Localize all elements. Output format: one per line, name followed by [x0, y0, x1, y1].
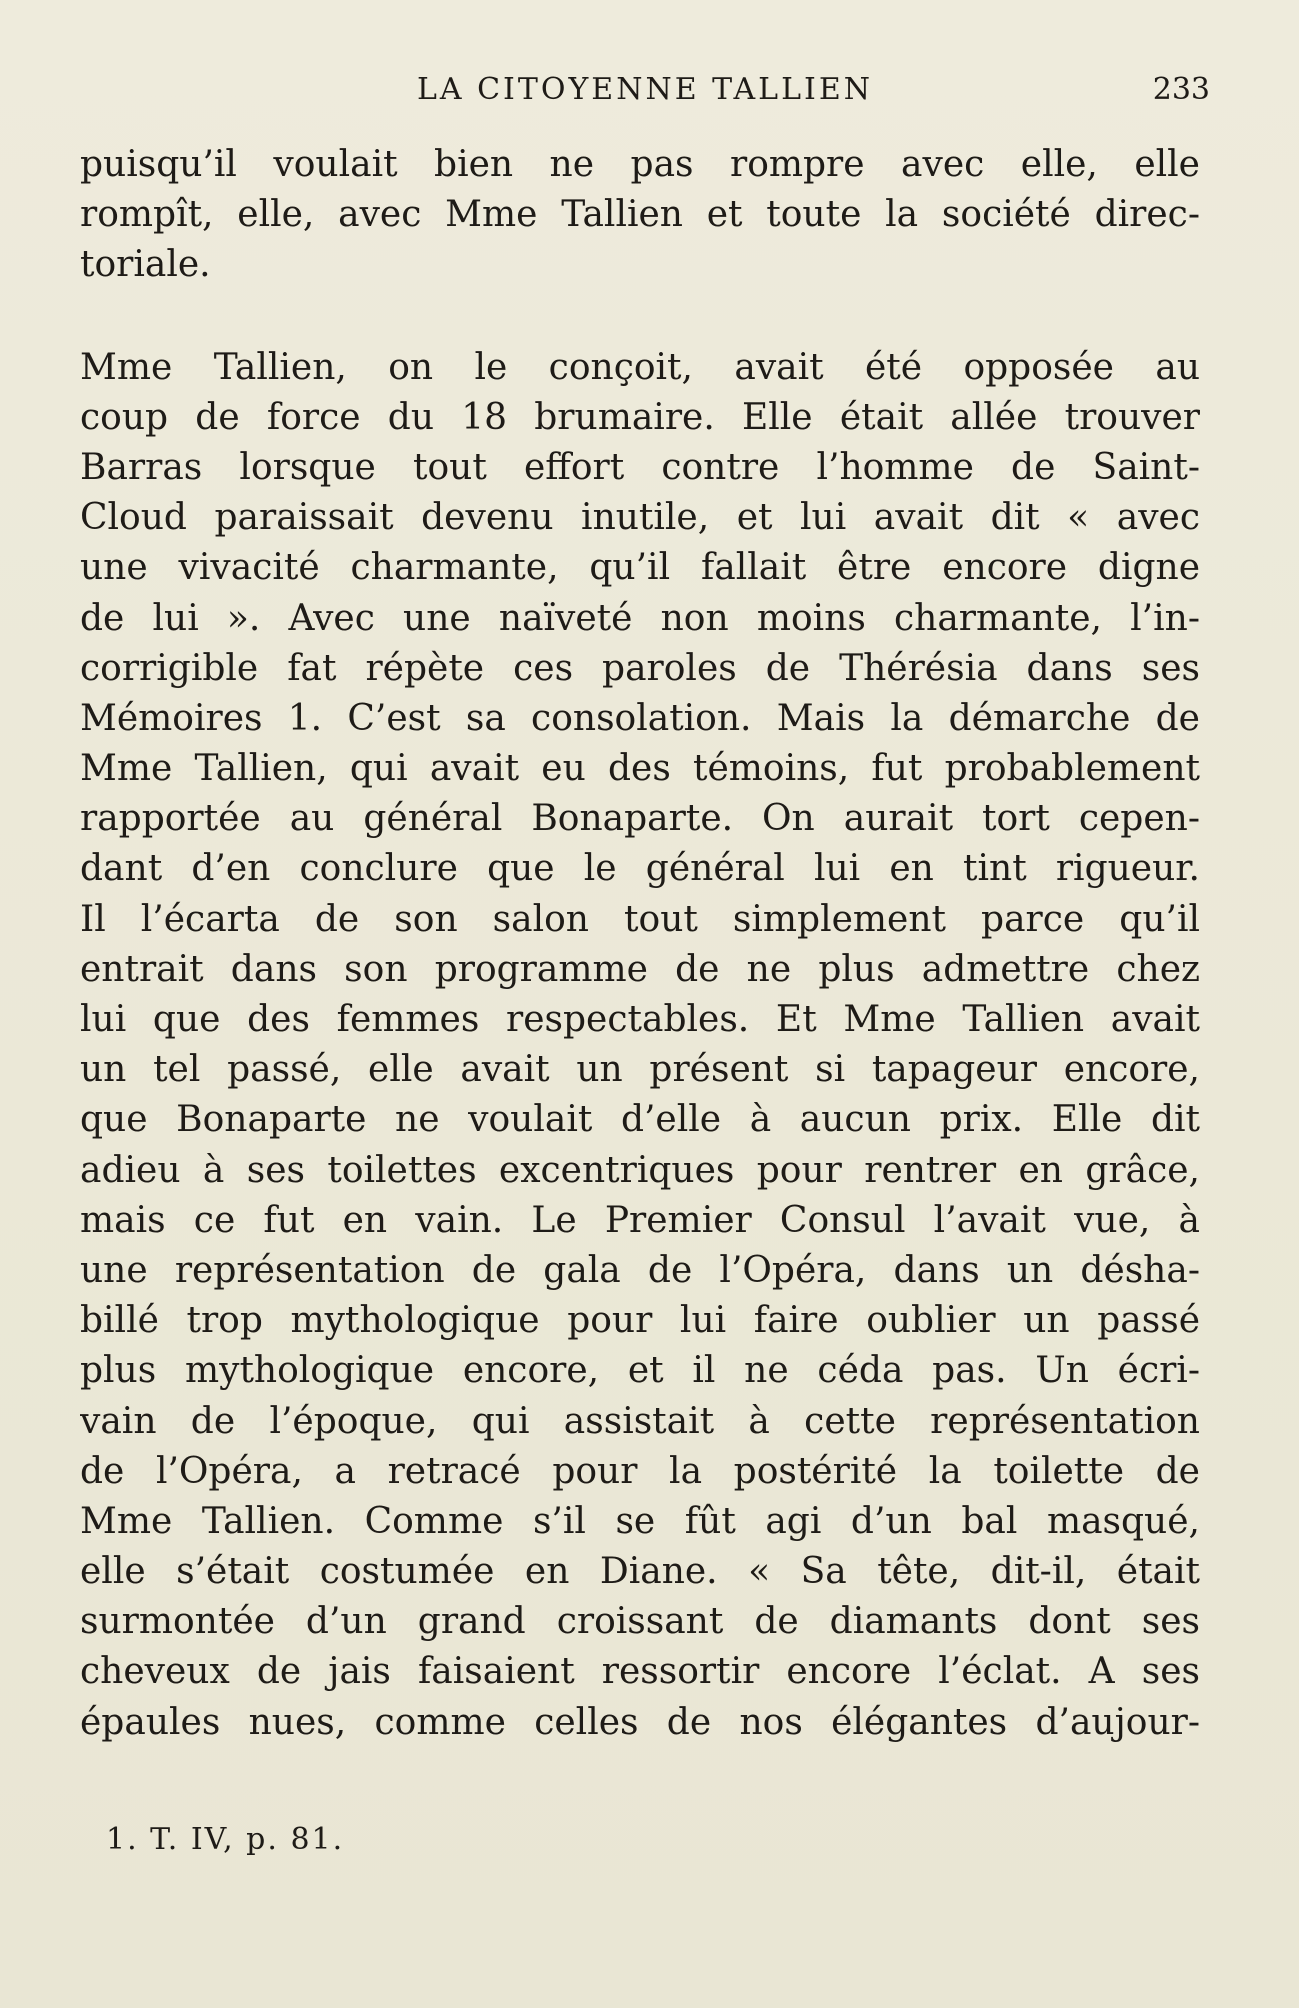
- text-line: rapportée au général Bonaparte. On aurait tort cepen-: [80, 798, 1200, 840]
- footnote: 1. T. IV, p. 81.: [106, 1822, 345, 1857]
- text-line: un tel passé, elle avait un présent si tapageur encore,: [80, 1049, 1200, 1091]
- text-line: Il l’écarta de son salon tout simplement parce qu’il: [80, 898, 1200, 940]
- text-line: de lui ». Avec une naïveté non moins charmante, l’in-: [80, 597, 1200, 639]
- paragraph-2: [80, 343, 1200, 1748]
- text-line: cheveux de jais faisaient ressortir encore l’éclat. A ses: [80, 1651, 1200, 1693]
- running-head: [80, 64, 1210, 114]
- text-line: que Bonaparte ne voulait d’elle à aucun prix. Elle dit: [80, 1099, 1200, 1141]
- text-line: plus mythologique encore, et il ne céda pas. Un écri-: [80, 1350, 1200, 1392]
- page-number: 233: [1152, 72, 1210, 107]
- text-line: de l’Opéra, a retracé pour la postérité la toilette de: [80, 1450, 1200, 1492]
- text-line: Mme Tallien, on le conçoit, avait été opposée au: [80, 346, 1200, 388]
- text-line: surmontée d’un grand croissant de diamants dont ses: [80, 1601, 1200, 1643]
- text-line: vain de l’époque, qui assistait à cette représentation: [80, 1400, 1200, 1442]
- running-title: LA CITOYENNE TALLIEN: [416, 72, 874, 107]
- text-line: Barras lorsque tout effort contre l’homme de Saint-: [80, 446, 1200, 488]
- text-line: une représentation de gala de l’Opéra, dans un désha-: [80, 1249, 1200, 1291]
- text-line: Mme Tallien. Comme s’il se fût agi d’un bal masqué,: [80, 1500, 1200, 1542]
- text-line: Mémoires 1. C’est sa consolation. Mais la démarche de: [80, 697, 1200, 739]
- text-line: puisqu’il voulait bien ne pas rompre avec elle, elle: [80, 144, 1200, 185]
- text-line: corrigible fat répète ces paroles de Thérésia dans ses: [80, 647, 1200, 689]
- body-text: [80, 140, 1200, 1748]
- text-line: adieu à ses toilettes excentriques pour rentrer en grâce,: [80, 1149, 1200, 1191]
- text-line: toriale.: [80, 244, 211, 286]
- text-line: Cloud paraissait devenu inutile, et lui avait dit « avec: [80, 497, 1200, 539]
- text-line: entrait dans son programme de ne plus admettre chez: [80, 948, 1200, 990]
- paragraph-1: [80, 140, 1200, 291]
- text-line: elle s’était costumée en Diane. « Sa tête, dit-il, était: [80, 1551, 1200, 1593]
- text-line: Mme Tallien, qui avait eu des témoins, fut probablement: [80, 748, 1200, 790]
- text-line: dant d’en conclure que le général lui en tint rigueur.: [80, 848, 1200, 890]
- text-line: épaules nues, comme celles de nos élégantes d’aujour-: [80, 1701, 1200, 1743]
- text-line: billé trop mythologique pour lui faire oublier un passé: [80, 1300, 1200, 1342]
- text-line: rompît, elle, avec Mme Tallien et toute la société direc-: [80, 194, 1200, 236]
- text-line: lui que des femmes respectables. Et Mme Tallien avait: [80, 999, 1200, 1040]
- text-line: coup de force du 18 brumaire. Elle était allée trouver: [80, 396, 1200, 438]
- text-line: mais ce fut en vain. Le Premier Consul l’avait vue, à: [80, 1199, 1200, 1241]
- text-line: une vivacité charmante, qu’il fallait être encore digne: [80, 547, 1200, 589]
